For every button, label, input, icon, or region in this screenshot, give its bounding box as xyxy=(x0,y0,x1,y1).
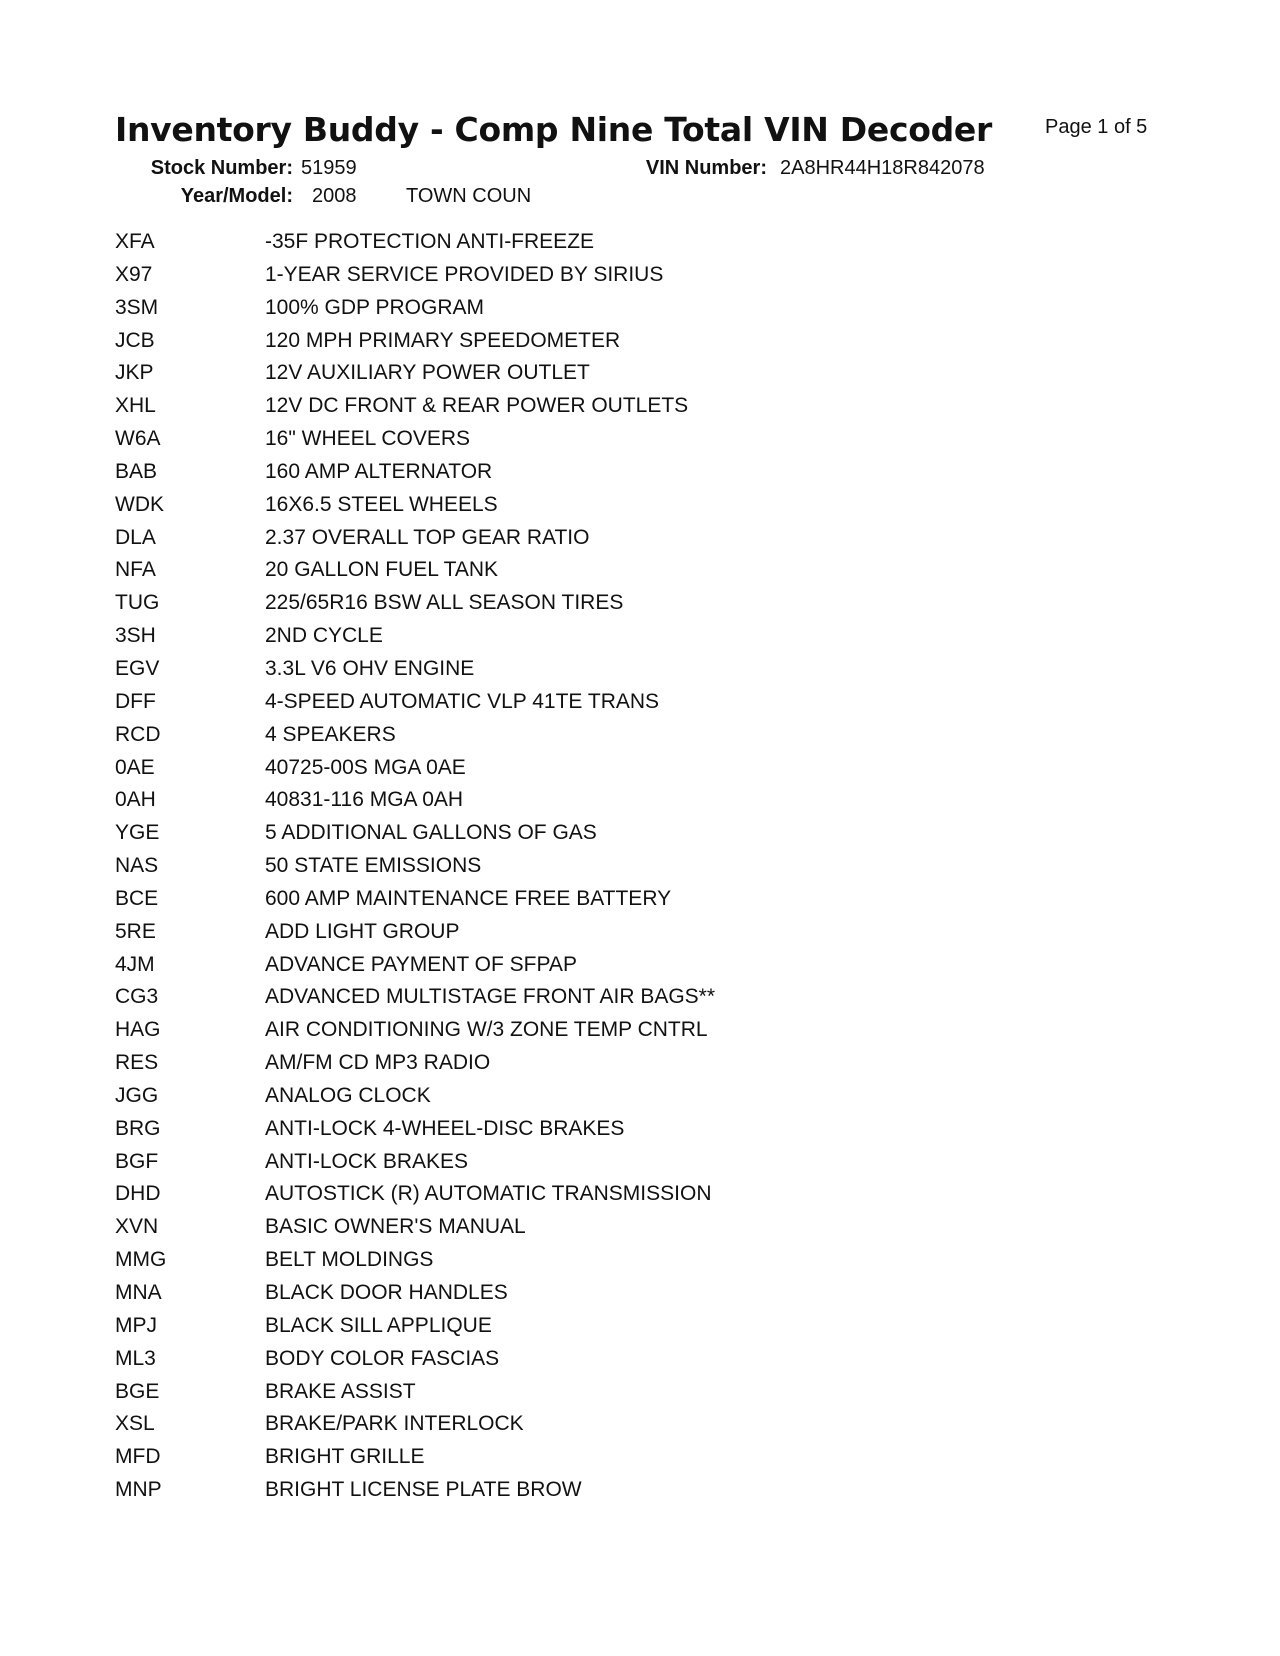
option-code: DFF xyxy=(115,689,156,713)
vin-number-label: VIN Number: xyxy=(645,157,767,179)
option-description: 50 STATE EMISSIONS xyxy=(265,854,482,878)
option-row xyxy=(115,1441,1015,1474)
option-row xyxy=(115,226,1015,259)
option-description: 4-SPEED AUTOMATIC VLP 41TE TRANS xyxy=(265,689,660,713)
option-description: BASIC OWNER'S MANUAL xyxy=(265,1215,526,1239)
option-code: BGE xyxy=(115,1379,160,1403)
option-description: ADVANCED MULTISTAGE FRONT AIR BAGS** xyxy=(265,985,716,1009)
option-description: 40831-116 MGA 0AH xyxy=(265,788,464,812)
option-description: ANALOG CLOCK xyxy=(265,1083,431,1107)
option-description: 20 GALLON FUEL TANK xyxy=(265,558,499,582)
year-value: 2008 xyxy=(312,185,357,207)
option-row xyxy=(115,1014,1015,1047)
option-code: MMG xyxy=(115,1248,167,1272)
option-code: NFA xyxy=(115,558,156,582)
option-row xyxy=(115,1277,1015,1310)
option-code: BCE xyxy=(115,886,159,910)
option-description: 120 MPH PRIMARY SPEEDOMETER xyxy=(265,328,621,352)
option-row xyxy=(115,489,1015,522)
option-code: W6A xyxy=(115,427,161,451)
option-code: JGG xyxy=(115,1083,159,1107)
option-description: BLACK DOOR HANDLES xyxy=(265,1281,508,1304)
option-description: 600 AMP MAINTENANCE FREE BATTERY xyxy=(265,886,672,910)
option-row xyxy=(115,1474,1015,1507)
option-code: RCD xyxy=(115,722,161,746)
option-code: JKP xyxy=(115,361,154,385)
option-code: 3SM xyxy=(115,295,159,319)
option-code: 0AH xyxy=(115,788,156,812)
option-row xyxy=(115,1146,1015,1179)
model-value: TOWN COUN xyxy=(406,185,532,207)
option-row xyxy=(115,686,1015,719)
option-code: XVN xyxy=(115,1215,159,1239)
option-row xyxy=(115,1113,1015,1146)
option-row xyxy=(115,325,1015,358)
option-code: X97 xyxy=(115,262,153,286)
option-description: 16" WHEEL COVERS xyxy=(265,427,471,451)
option-description: BRAKE/PARK INTERLOCK xyxy=(265,1412,524,1436)
option-description: BLACK SILL APPLIQUE xyxy=(265,1313,492,1337)
option-description: 100% GDP PROGRAM xyxy=(265,295,485,319)
option-description: BRIGHT GRILLE xyxy=(265,1445,425,1469)
page-number: Page 1 of 5 xyxy=(1045,116,1148,138)
option-code: XSL xyxy=(115,1412,155,1436)
option-code: EGV xyxy=(115,656,160,680)
option-description: ADVANCE PAYMENT OF SFPAP xyxy=(265,952,577,976)
option-description: 1-YEAR SERVICE PROVIDED BY SIRIUS xyxy=(265,262,664,286)
option-code: JCB xyxy=(115,328,155,352)
option-row xyxy=(115,916,1015,949)
option-description: 3.3L V6 OHV ENGINE xyxy=(265,656,475,680)
option-code: MPJ xyxy=(115,1313,157,1337)
vin-number-value: 2A8HR44H18R842078 xyxy=(780,157,985,179)
option-code: HAG xyxy=(115,1018,161,1042)
option-row xyxy=(115,883,1015,916)
option-code: RES xyxy=(115,1051,159,1075)
option-row xyxy=(115,357,1015,390)
option-row xyxy=(115,719,1015,752)
option-code: CG3 xyxy=(115,985,159,1009)
option-code: YGE xyxy=(115,821,160,845)
stock-number-value: 51959 xyxy=(301,157,357,179)
option-code: DLA xyxy=(115,525,156,549)
option-code: WDK xyxy=(115,492,164,516)
option-code: ML3 xyxy=(115,1346,156,1370)
option-row xyxy=(115,784,1015,817)
option-row xyxy=(115,1343,1015,1376)
option-code: MNP xyxy=(115,1478,162,1502)
option-description: ADD LIGHT GROUP xyxy=(265,919,460,943)
option-row xyxy=(115,423,1015,456)
year-model-label: Year/Model: xyxy=(180,185,293,207)
option-description: ANTI-LOCK 4-WHEEL-DISC BRAKES xyxy=(265,1116,625,1140)
option-code: BAB xyxy=(115,459,158,483)
option-description: AM/FM CD MP3 RADIO xyxy=(265,1051,491,1075)
option-description: BRAKE ASSIST xyxy=(265,1379,416,1403)
option-code: BGF xyxy=(115,1149,159,1173)
option-row xyxy=(115,1211,1015,1244)
option-row xyxy=(115,259,1015,292)
option-description: 2ND CYCLE xyxy=(265,624,383,648)
option-row xyxy=(115,390,1015,423)
option-row xyxy=(115,554,1015,587)
option-row xyxy=(115,1408,1015,1441)
option-code: XFA xyxy=(115,230,155,253)
option-code: 3SH xyxy=(115,624,156,648)
option-row xyxy=(115,1244,1015,1277)
option-row xyxy=(115,1178,1015,1211)
option-code: BRG xyxy=(115,1116,161,1140)
option-description: 4 SPEAKERS xyxy=(265,722,396,746)
option-code: 4JM xyxy=(115,952,155,976)
option-row xyxy=(115,587,1015,620)
page-title: Inventory Buddy - Comp Nine Total VIN Decoder xyxy=(115,110,992,149)
option-description: AIR CONDITIONING W/3 ZONE TEMP CNTRL xyxy=(265,1018,708,1042)
option-row xyxy=(115,981,1015,1014)
option-description: 160 AMP ALTERNATOR xyxy=(265,459,493,483)
option-row xyxy=(115,292,1015,325)
option-description: 12V DC FRONT & REAR POWER OUTLETS xyxy=(265,394,689,418)
option-code: XHL xyxy=(115,394,156,418)
option-code: 0AE xyxy=(115,755,155,779)
option-code: NAS xyxy=(115,854,159,878)
option-row xyxy=(115,620,1015,653)
option-description: BODY COLOR FASCIAS xyxy=(265,1346,500,1370)
option-description: 225/65R16 BSW ALL SEASON TIRES xyxy=(265,591,624,615)
options-list xyxy=(115,226,1015,1507)
option-code: TUG xyxy=(115,591,160,615)
option-description: 16X6.5 STEEL WHEELS xyxy=(265,492,498,516)
option-row xyxy=(115,653,1015,686)
option-row xyxy=(115,522,1015,555)
option-code: MFD xyxy=(115,1445,161,1469)
option-code: DHD xyxy=(115,1182,161,1206)
option-description: 2.37 OVERALL TOP GEAR RATIO xyxy=(265,525,590,549)
option-code: MNA xyxy=(115,1281,162,1304)
option-row xyxy=(115,1080,1015,1113)
option-row xyxy=(115,817,1015,850)
option-description: BRIGHT LICENSE PLATE BROW xyxy=(265,1478,582,1502)
option-description: ANTI-LOCK BRAKES xyxy=(265,1149,469,1173)
option-description: 5 ADDITIONAL GALLONS OF GAS xyxy=(265,821,597,845)
option-row xyxy=(115,1376,1015,1409)
option-row xyxy=(115,949,1015,982)
option-description: -35F PROTECTION ANTI-FREEZE xyxy=(265,230,595,253)
option-description: 40725-00S MGA 0AE xyxy=(265,755,466,779)
option-description: BELT MOLDINGS xyxy=(265,1248,434,1272)
option-code: 5RE xyxy=(115,919,156,943)
option-description: 12V AUXILIARY POWER OUTLET xyxy=(265,361,590,385)
option-row xyxy=(115,752,1015,785)
option-row xyxy=(115,456,1015,489)
option-description: AUTOSTICK (R) AUTOMATIC TRANSMISSION xyxy=(265,1182,712,1206)
option-row xyxy=(115,1310,1015,1343)
option-row xyxy=(115,850,1015,883)
stock-number-label: Stock Number: xyxy=(150,157,293,179)
option-row xyxy=(115,1047,1015,1080)
